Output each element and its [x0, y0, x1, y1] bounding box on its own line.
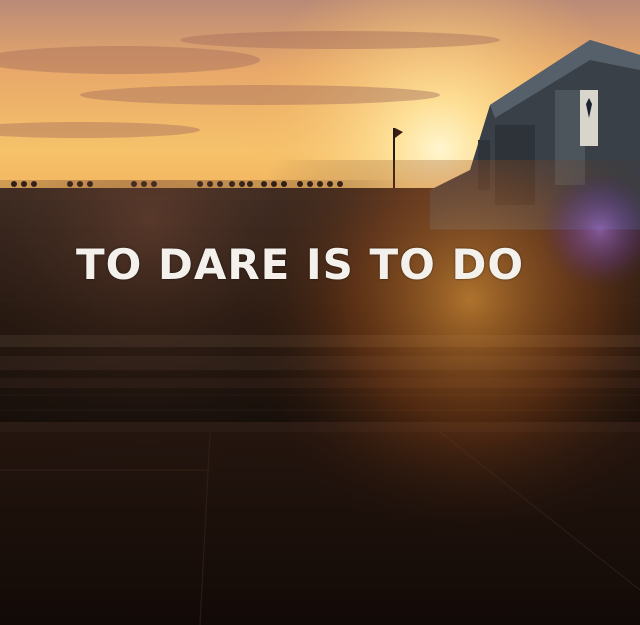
- purple-flare: [540, 170, 640, 290]
- motto-text: TO DARE IS TO DO: [76, 240, 525, 289]
